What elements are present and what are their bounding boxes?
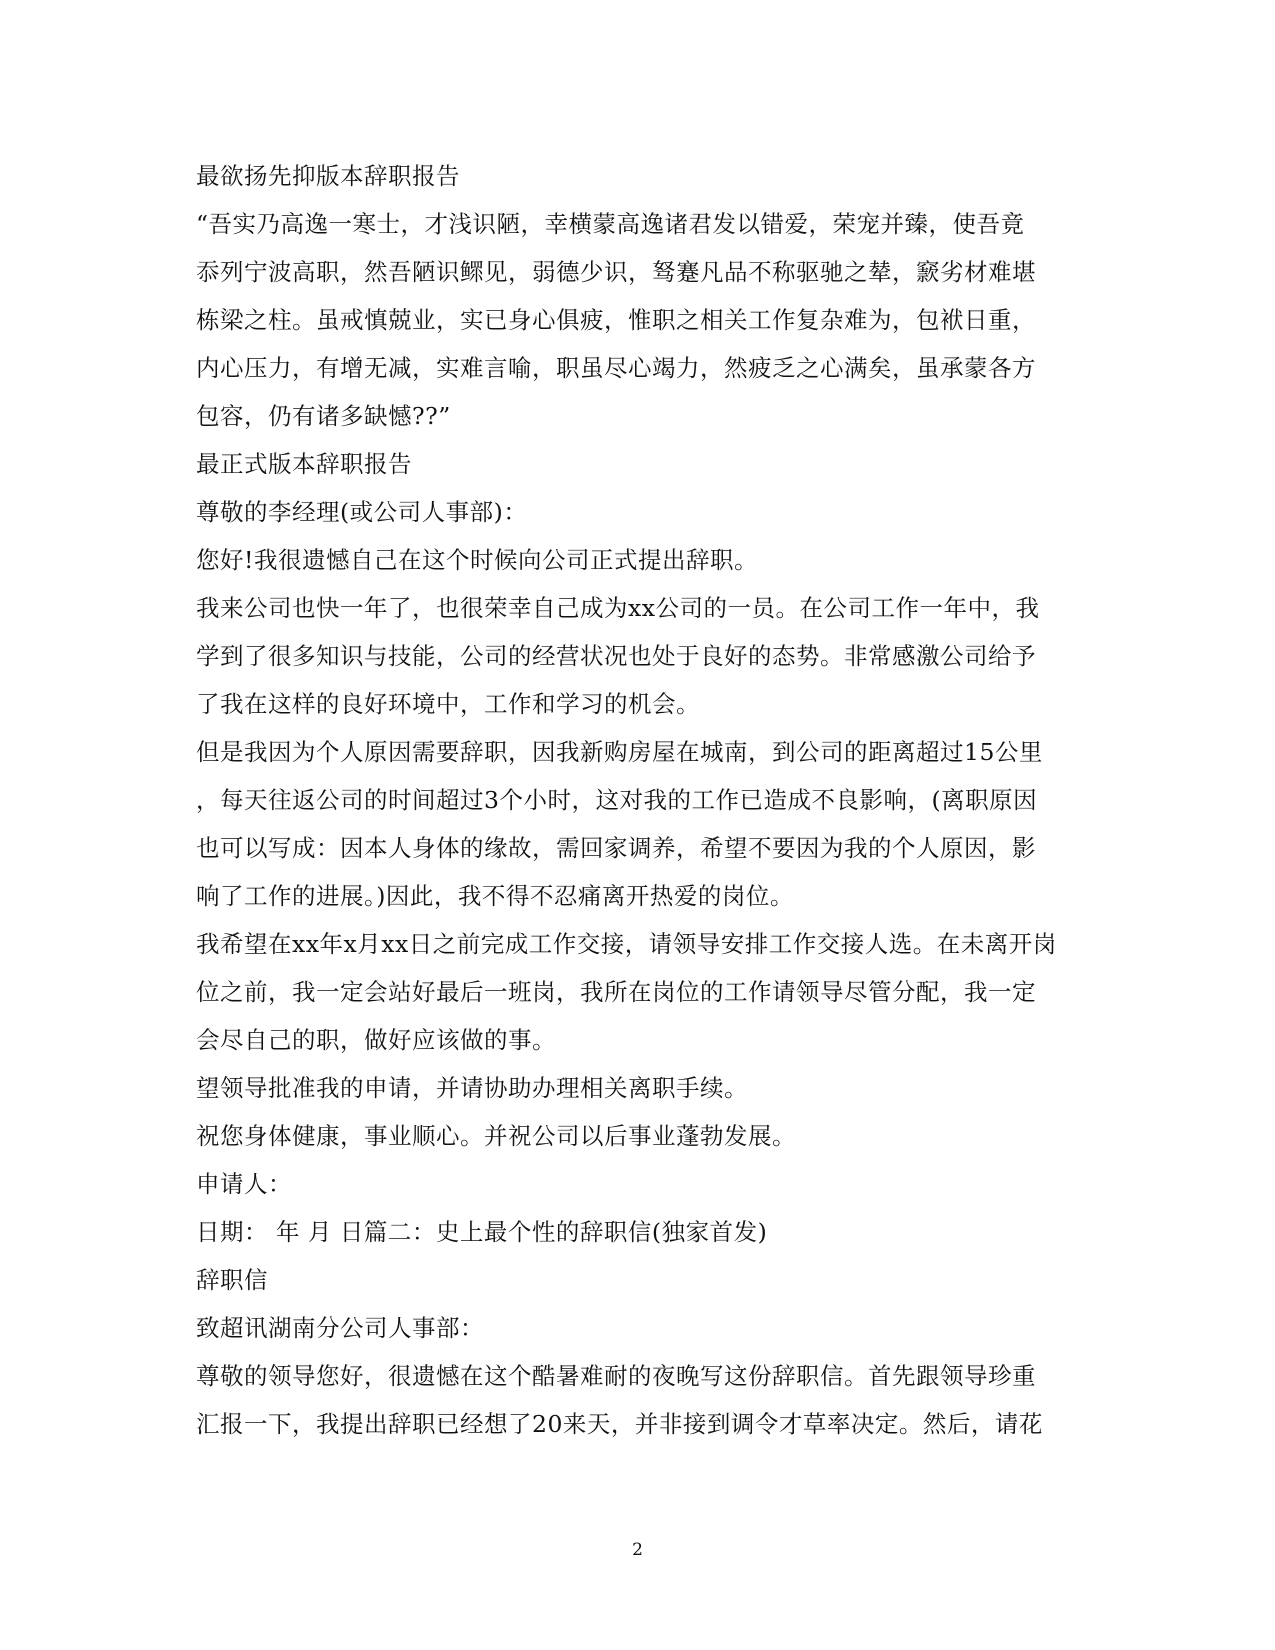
text-line: “吾实乃高逸一寒士，才浅识陋，幸横蒙高逸诸君发以错爱，荣宠并臻，使吾竟 — [196, 210, 1025, 238]
text-line: 包容，仍有诸多缺憾??” — [196, 402, 451, 430]
body-text — [196, 152, 1076, 1448]
text-line: 忝列宁波高职，然吾陋识鳏见，弱德少识，驽蹇凡品不称驱驰之辇，窾劣材难堪 — [196, 258, 1036, 286]
text-line: 了我在这样的良好环境中，工作和学习的机会。 — [196, 690, 700, 718]
text-line: 望领导批准我的申请，并请协助办理相关离职手续。 — [196, 1074, 748, 1102]
salutation: 尊敬的李经理(或公司人事部)： — [196, 498, 528, 526]
recipient-line: 致超讯湖南分公司人事部： — [196, 1314, 484, 1342]
text-line: 栋梁之柱。虽戒慎兢业，实已身心俱疲，惟职之相关工作复杂难为，包袱日重， — [196, 306, 1036, 334]
applicant-line: 申请人： — [196, 1170, 292, 1198]
text-line: 汇报一下，我提出辞职已经想了20来天，并非接到调令才草率决定。然后，请花 — [196, 1410, 1043, 1438]
text-line: 尊敬的领导您好，很遗憾在这个酷暑难耐的夜晚写这份辞职信。首先跟领导珍重 — [196, 1362, 1036, 1390]
section-title-2: 最正式版本辞职报告 — [196, 450, 412, 478]
text-line: 但是我因为个人原因需要辞职，因我新购房屋在城南，到公司的距离超过15公里 — [196, 738, 1043, 766]
text-line: 响了工作的进展。)因此，我不得不忍痛离开热爱的岗位。 — [196, 882, 794, 910]
text-line: 位之前，我一定会站好最后一班岗，我所在岗位的工作请领导尽管分配，我一定 — [196, 978, 1036, 1006]
text-line: 会尽自己的职，做好应该做的事。 — [196, 1026, 556, 1054]
text-line: 内心压力，有增无减，实难言喻，职虽尽心竭力，然疲乏之心满矣，虽承蒙各方 — [196, 354, 1036, 382]
text-line: 我希望在xx年x月xx日之前完成工作交接，请领导安排工作交接人选。在未离开岗 — [196, 930, 1057, 958]
text-line: 祝您身体健康，事业顺心。并祝公司以后事业蓬勃发展。 — [196, 1122, 796, 1150]
text-line: 也可以写成：因本人身体的缘故，需回家调养，希望不要因为我的个人原因，影 — [196, 834, 1036, 862]
page-number: 2 — [632, 1540, 643, 1560]
text-line: 您好!我很遗憾自己在这个时候向公司正式提出辞职。 — [196, 546, 758, 574]
text-line: ，每天往返公司的时间超过3个小时，这对我的工作已造成不良影响，(离职原因 — [196, 786, 1038, 814]
section-title-1: 最欲扬先抑版本辞职报告 — [196, 162, 460, 190]
letter-title: 辞职信 — [196, 1266, 268, 1294]
date-line: 日期： 年 月 日篇二：史上最个性的辞职信(独家首发) — [196, 1218, 768, 1246]
text-line: 我来公司也快一年了，也很荣幸自己成为xx公司的一员。在公司工作一年中，我 — [196, 594, 1040, 622]
text-line: 学到了很多知识与技能，公司的经营状况也处于良好的态势。非常感激公司给予 — [196, 642, 1036, 670]
